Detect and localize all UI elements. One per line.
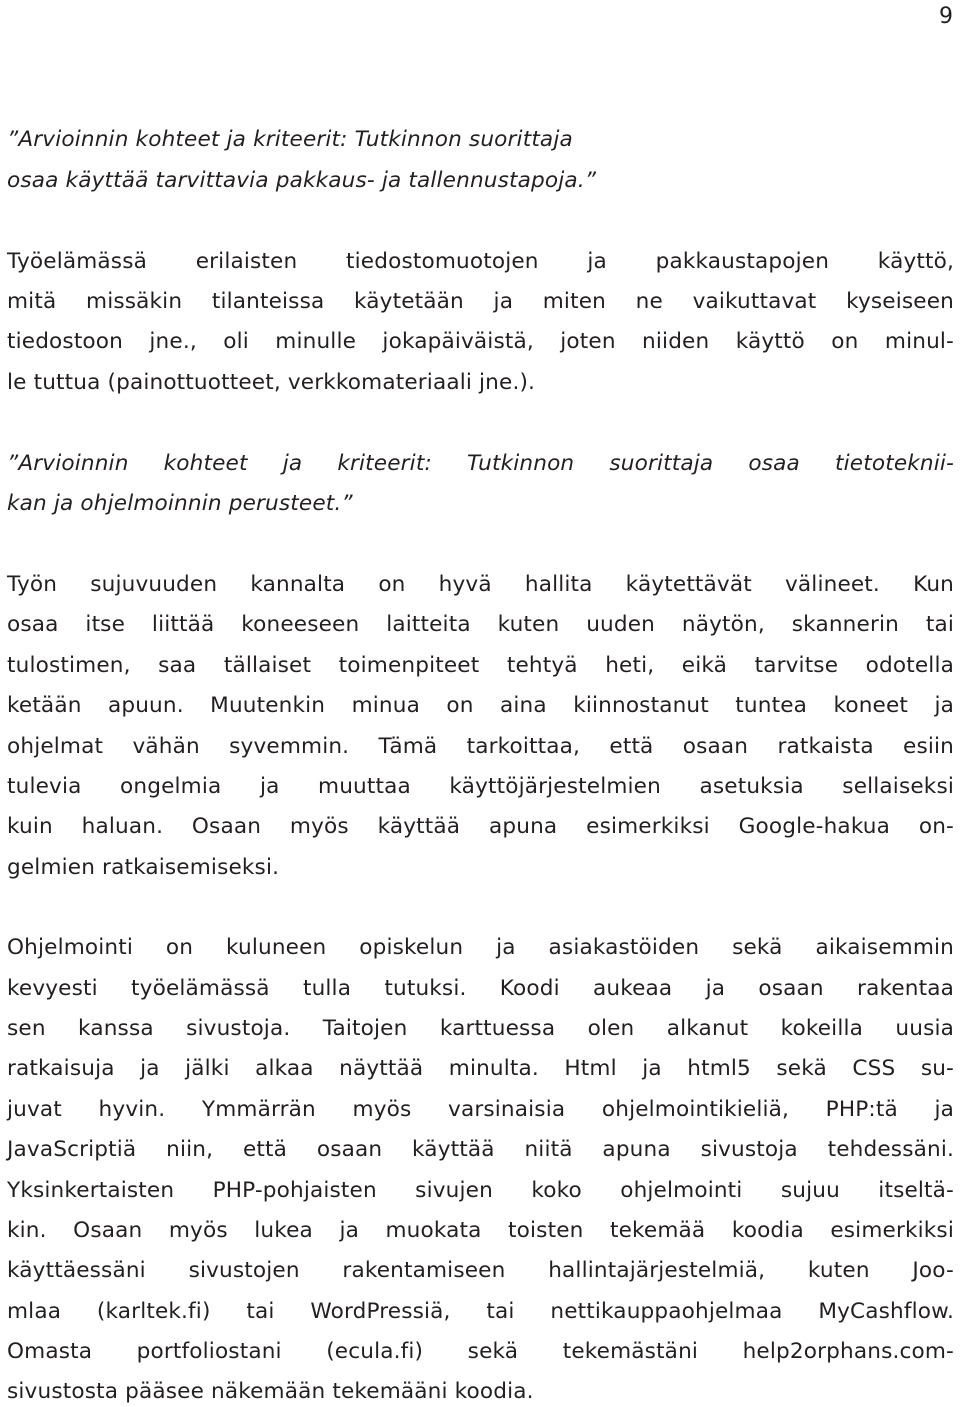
paragraph-line: juvat hyvin. Ymmärrän myös varsinaisia ohjelmointikieliä, PHP:tä ja xyxy=(7,1097,954,1122)
paragraph-line: Ohjelmointi on kuluneen opiskelun ja asiakastöiden sekä aikaisemmin xyxy=(7,935,954,960)
paragraph-line: mitä missäkin tilanteissa käytetään ja miten ne vaikuttavat kyseiseen xyxy=(7,289,954,314)
paragraph-line: Työn sujuvuuden kannalta on hyvä hallita käytettävät välineet. Kun xyxy=(7,572,954,597)
paragraph-line: käyttäessäni sivustojen rakentamiseen hallintajärjestelmiä, kuten Joo- xyxy=(7,1258,954,1283)
paragraph-line: gelmien ratkaisemiseksi. xyxy=(7,855,280,880)
paragraph-line: le tuttua (painottuotteet, verkkomateriaali jne.). xyxy=(7,370,536,395)
paragraph-line: kin. Osaan myös lukea ja muokata toisten tekemää koodia esimerkiksi xyxy=(7,1218,954,1243)
page-number: 9 xyxy=(939,4,953,29)
criteria-quote-line: kan ja ohjelmoinnin perusteet.” xyxy=(7,491,353,516)
paragraph-line: tiedostoon jne., oli minulle jokapäiväistä, joten niiden käyttö on minul- xyxy=(7,329,954,354)
paragraph-line: ohjelmat vähän syvemmin. Tämä tarkoittaa, että osaan ratkaista esiin xyxy=(7,734,954,759)
paragraph-line: tulostimen, saa tällaiset toimenpiteet tehtyä heti, eikä tarvitse odotella xyxy=(7,653,954,678)
paragraph-line: ketään apuun. Muutenkin minua on aina kiinnostanut tuntea koneet ja xyxy=(7,693,954,718)
paragraph-line: mlaa (karltek.fi) tai WordPressiä, tai nettikauppaohjelmaa MyCashflow. xyxy=(7,1299,954,1324)
criteria-quote-line: osaa käyttää tarvittavia pakkaus- ja tallennustapoja.” xyxy=(7,168,597,193)
paragraph-line: Omasta portfoliostani (ecula.fi) sekä tekemästäni help2orphans.com- xyxy=(7,1339,954,1364)
paragraph-line: kuin haluan. Osaan myös käyttää apuna esimerkiksi Google-hakua on- xyxy=(7,814,954,839)
criteria-quote-line: ”Arvioinnin kohteet ja kriteerit: Tutkinnon suorittaja xyxy=(7,127,573,152)
paragraph-line: kevyesti työelämässä tulla tutuksi. Koodi aukeaa ja osaan rakentaa xyxy=(7,976,954,1001)
paragraph-line: Yksinkertaisten PHP-pohjaisten sivujen koko ohjelmointi sujuu itseltä- xyxy=(7,1178,954,1203)
paragraph-line: ratkaisuja ja jälki alkaa näyttää minulta. Html ja html5 sekä CSS su- xyxy=(7,1056,954,1081)
paragraph-line: tulevia ongelmia ja muuttaa käyttöjärjestelmien asetuksia sellaiseksi xyxy=(7,774,954,799)
paragraph-line: osaa itse liittää koneeseen laitteita kuten uuden näytön, skannerin tai xyxy=(7,612,954,637)
criteria-quote-line: ”Arvioinnin kohteet ja kriteerit: Tutkinnon suorittaja osaa tietoteknii- xyxy=(7,451,954,476)
paragraph-line: JavaScriptiä niin, että osaan käyttää niitä apuna sivustoja tehdessäni. xyxy=(7,1137,954,1162)
paragraph-line: sivustosta pääsee näkemään tekemääni koodia. xyxy=(7,1379,534,1404)
paragraph-line: Työelämässä erilaisten tiedostomuotojen ja pakkaustapojen käyttö, xyxy=(7,249,954,274)
paragraph-line: sen kanssa sivustoja. Taitojen karttuessa olen alkanut kokeilla uusia xyxy=(7,1016,954,1041)
